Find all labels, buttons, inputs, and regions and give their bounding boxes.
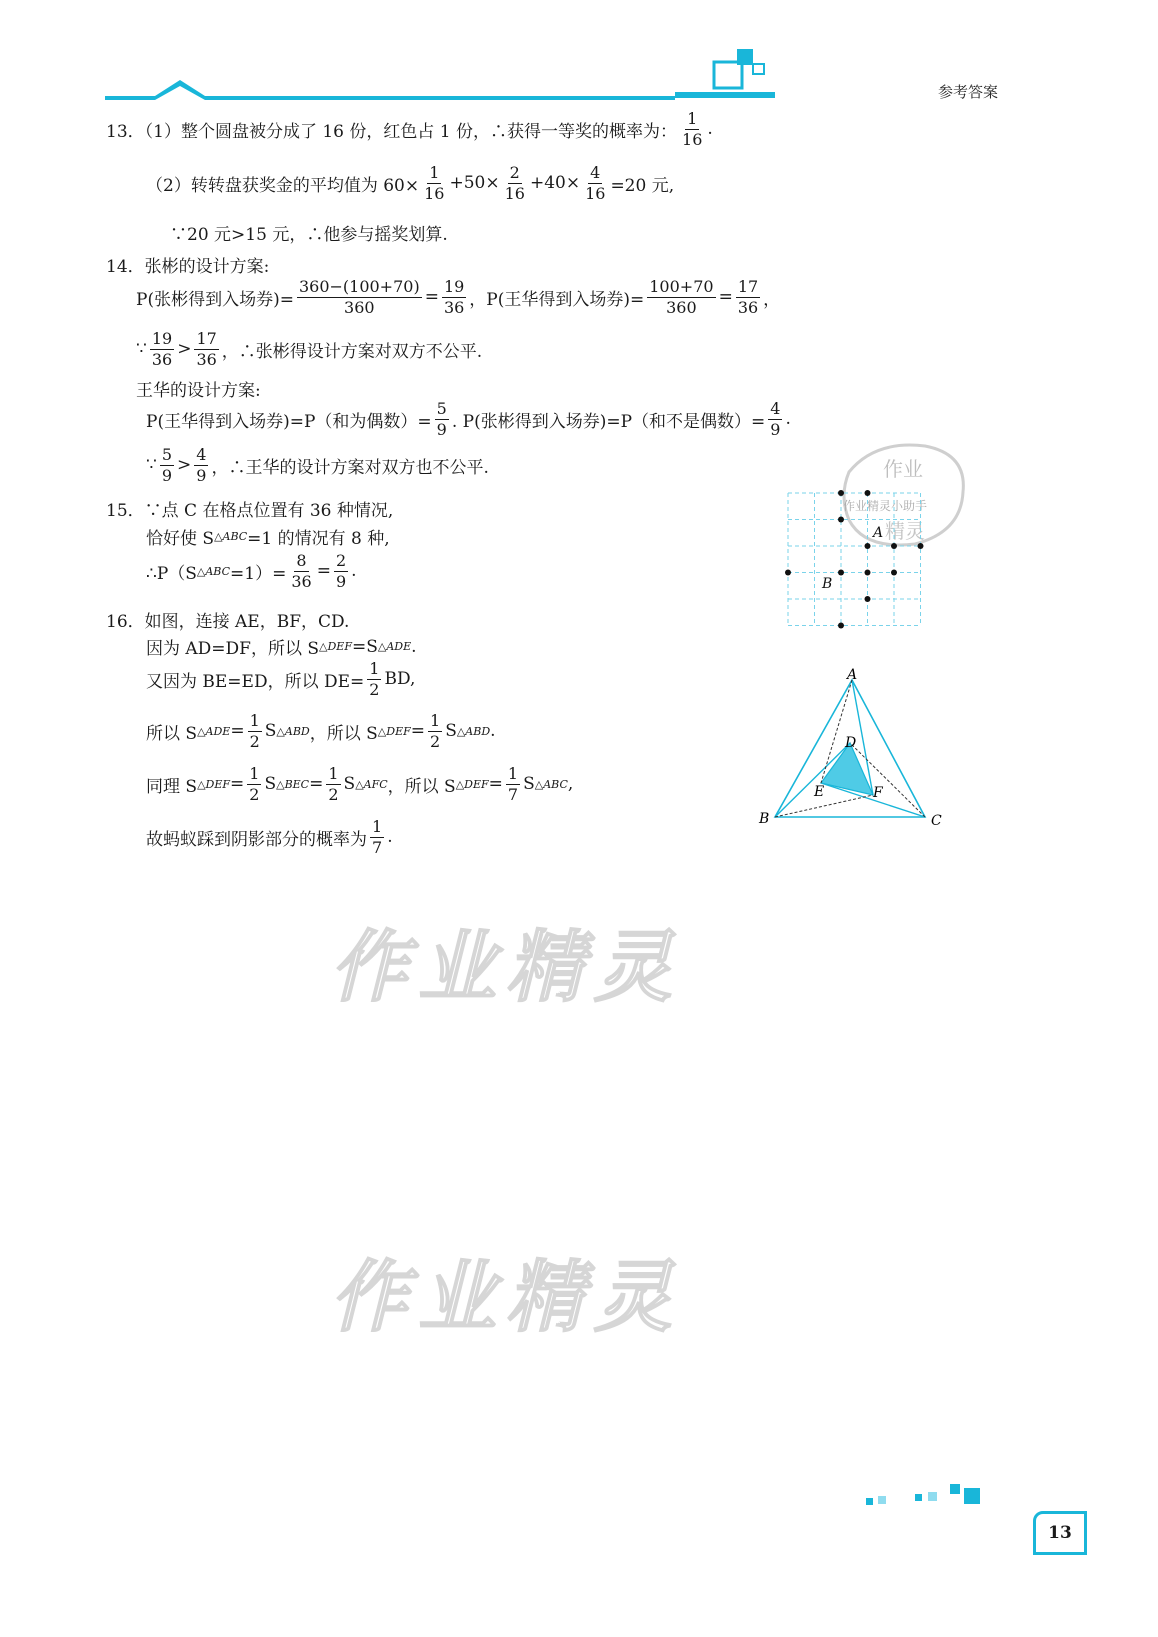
fraction: $\frac{4}{9}$ (196, 445, 207, 485)
q16-line-3: 又因为 BE=ED，所以 DE= $\frac{1}{2}$ BD, (146, 659, 416, 699)
grid-point (918, 543, 924, 549)
q14-line-3: P(王华得到入场券)=P（和为偶数）= $\frac{5}{9}$ . P(张彬得到入场券)=P（和不是偶数）= $\frac{4}{9}$ . (146, 399, 791, 439)
q13-line-2: （2）转转盘获奖金的平均值为 60× $\frac{1}{16}$ +50× $\frac{2}{16}$ +40× $\frac{4}{16}$ =20 元, (146, 163, 675, 203)
label-a: A (847, 667, 858, 683)
fraction: $\frac{19}{36}$ (151, 329, 173, 369)
grid-label-a: A (873, 525, 884, 541)
grid-points (785, 490, 924, 629)
fraction: $\frac{17}{36}$ (196, 329, 217, 369)
fraction: $\frac{1}{2}$ (249, 764, 260, 804)
watermark: 作业精灵 (330, 923, 683, 1013)
fraction: $\frac{2}{9}$ (335, 551, 347, 591)
q13-line-1: 13．（1）整个圆盘被分成了 16 份，红色占 1 份，∴获得一等奖的概率为： $\frac{1}{16}$ . (106, 109, 713, 149)
page-number: 13 (1033, 1511, 1087, 1555)
label-e: E (814, 784, 825, 800)
grid-point (838, 490, 844, 496)
stamp-text: 作业 (883, 457, 923, 481)
grid-point (838, 570, 844, 576)
fraction: $\frac{1}{2}$ (328, 764, 339, 804)
grid-point (865, 543, 871, 549)
label-f: F (873, 785, 883, 801)
q14-line-2: ∵ $\frac{19}{36}$ > $\frac{17}{36}$ ，∴张彬得设计方案对双方不公平. (136, 329, 483, 369)
q14-line-4: ∵ $\frac{5}{9}$ > $\frac{4}{9}$ ，∴王华的设计方案对双方也不公平. (146, 445, 489, 485)
fraction: $\frac{8}{36}$ (291, 551, 312, 591)
footer-decoration (860, 1478, 990, 1518)
grid-point (891, 570, 897, 576)
q16-line-1: 16．如图，连接 AE，BF，CD. (106, 612, 350, 632)
fraction: $\frac{1}{7}$ (507, 764, 519, 804)
grid-point (865, 490, 871, 496)
q15-line-3: ∴P（S △ABC =1）= $\frac{8}{36}$ = $\frac{2}{9}$ . (146, 551, 357, 591)
fraction: $\frac{1}{2}$ (249, 711, 260, 751)
grid-lines (788, 493, 921, 626)
label-d: D (845, 735, 857, 751)
q13-line-3: ∵20 元>15 元，∴他参与摇奖划算. (170, 225, 448, 245)
label-b: B (759, 811, 770, 827)
label-c: C (931, 813, 942, 829)
grid-point (785, 570, 791, 576)
fraction: $\frac{19}{36}$ (443, 277, 465, 317)
grid-point (838, 517, 844, 523)
q14-wang-heading: 王华的设计方案: (136, 381, 261, 401)
grid-figure (780, 485, 930, 635)
fraction: $\frac{1}{2}$ (430, 711, 441, 751)
fraction: $\frac{1}{7}$ (372, 817, 383, 857)
fraction: $\frac{4}{16}$ (585, 163, 606, 203)
stamp-text: 作业精灵小助手 (843, 499, 928, 513)
grid-point (865, 596, 871, 602)
grid-point (838, 623, 844, 629)
fraction: $\frac{5}{9}$ (161, 445, 173, 485)
q15-line-1: 15．∵点 C 在格点位置有 36 种情况, (106, 501, 394, 521)
q16-line-2: 因为 AD=DF，所以 S △DEF =S △ADE . (146, 636, 417, 659)
fraction: $\frac{1}{2}$ (369, 659, 380, 699)
q16-line-4: 所以 S △ADE = $\frac{1}{2}$ S △ABD ，所以 S △DEF = $\frac{1}{2}$ S △ABD . (146, 711, 496, 751)
q13-text: 13．（1）整个圆盘被分成了 16 份，红色占 1 份，∴获得一等奖的概率为： (106, 121, 678, 142)
q15-line-2: 恰好使 S △ABC =1 的情况有 8 种, (146, 529, 390, 549)
q16-line-6: 故蚂蚁踩到阴影部分的概率为 $\frac{1}{7}$ . (146, 817, 393, 857)
watermark: 作业精灵 (330, 1253, 683, 1343)
grid-point (865, 570, 871, 576)
fraction: $\frac{1}{16}$ (424, 163, 445, 203)
fraction: $\frac{17}{36}$ (737, 277, 759, 317)
fraction: $\frac{2}{16}$ (504, 163, 525, 203)
q14-heading: 14．张彬的设计方案: (106, 257, 270, 277)
fraction: $\frac{360-(100+70)}{360}$ (298, 277, 420, 317)
fraction: $\frac{1}{16}$ (682, 109, 703, 149)
grid-label-b: B (822, 576, 833, 592)
stamp-text: 精灵 (885, 519, 925, 543)
q14-line-1: P(张彬得到入场券)= $\frac{360-(100+70)}{360}$ = $\frac{19}{36}$ ，P(王华得到入场券)= $\frac{100+70}{360}$ = $\frac{17}{36}$ ， (136, 277, 781, 317)
grid-point (891, 543, 897, 549)
fraction: $\frac{100+70}{360}$ (649, 277, 714, 317)
header-title: 参考答案 (938, 83, 999, 101)
triangle-figure (755, 665, 955, 835)
fraction: $\frac{5}{9}$ (436, 399, 447, 439)
fraction: $\frac{4}{9}$ (770, 399, 781, 439)
q16-line-5: 同理 S △DEF = $\frac{1}{2}$ S △BEC = $\frac{1}{2}$ S △AFC ，所以 S △DEF = $\frac{1}{7}$ S △ABC , (146, 764, 574, 804)
